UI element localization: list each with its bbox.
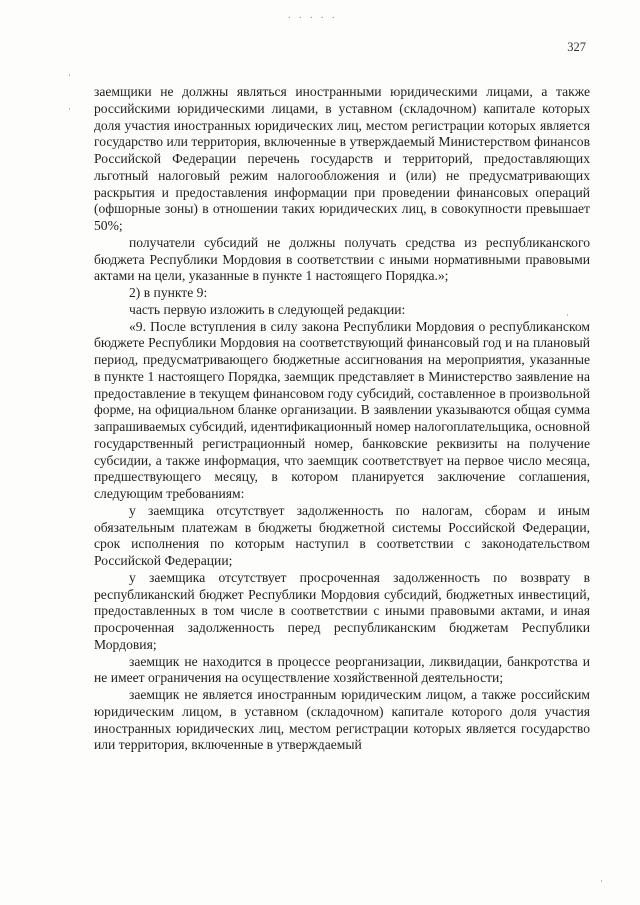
- margin-dot: ·: [68, 70, 71, 80]
- document-body: [94, 84, 590, 754]
- paragraph: заемщики не должны являться иностранными юридическими лицами, а также российскими юридическими лицами, в уставном (складочном) капитале которых доля участия иностранных юридических лиц, местом регистрации которых является государство или территория, включенные в утверждаемый Министерством финансов Российской Федерации перечень государств и территорий, предоставляющих льготный налоговый режим налогообложения и (или) не предусматривающих раскрытия и предоставления информации при проведении финансовых операций (офшорные зоны) в отношении таких юридических лиц, в совокупности превышает 50%;: [94, 84, 590, 233]
- margin-dot: ·: [600, 876, 603, 886]
- margin-dot: ·: [68, 104, 71, 114]
- paragraph: 2) в пункте 9:: [129, 285, 208, 300]
- margin-dot: ·: [566, 310, 569, 320]
- paragraph: заемщик не является иностранным юридическим лицом, а также российским юридическим лицом, в уставном (складочном) капитале которого доля участия иностранных юридических лиц, местом регистрации которых является государство или территория, включенные в утверждаемый: [94, 687, 590, 753]
- scan-artifact-dots: . . . . .: [288, 10, 338, 21]
- paragraph: часть первую изложить в следующей редакции:: [129, 301, 406, 317]
- paragraph: «9. После вступления в силу закона Республики Мордовия о республиканском бюджете Республики Мордовия на соответствующий финансовый год и на плановый период, предусматривающего бюджетные ассигнования на мероприятия, указанные в пункте 1 настоящего Порядка, заемщик представляет в Министерство заявление на предоставление в текущем финансовом году субсидий, составленное в произвольной форме, на официальном бланке организации. В заявлении указываются общая сумма запрашиваемых субсидий, идентификационный номер налогоплательщика, основной государственный регистрационный номер, банковские реквизиты на получение субсидии, а также информация, что заемщик соответствует на первое число месяца, предшествующего месяцу, в котором планируется заключение соглашения, следующим требованиям:: [94, 318, 590, 501]
- paragraph: у заемщика отсутствует просроченная задолженность по возврату в республиканский бюджет Республики Мордовия субсидий, бюджетных инвестиций, предоставленных в том числе в соответствии с иными правовыми актами, и иная просроченная задолженность перед республиканским бюджетам Республики Мордовия;: [94, 569, 590, 652]
- paragraph: у заемщика отсутствует задолженность по налогам, сборам и иным обязательным платежам в бюджеты бюджетной системы Российской Федерации, срок исполнения по которым наступил в соответствии с законодательством Российской Федерации;: [94, 502, 590, 568]
- paragraph: получатели субсидий не должны получать средства из республиканского бюджета Республики Мордовия в соответствии с иными нормативными правовыми актами на цели, указанные в пункте 1 настоящего Порядка.»;: [94, 234, 590, 284]
- paragraph: заемщик не находится в процессе реорганизации, ликвидации, банкротства и не имеет ограничения на осуществление хозяйственной деятельности;: [94, 653, 590, 686]
- page-number: 327: [567, 40, 586, 54]
